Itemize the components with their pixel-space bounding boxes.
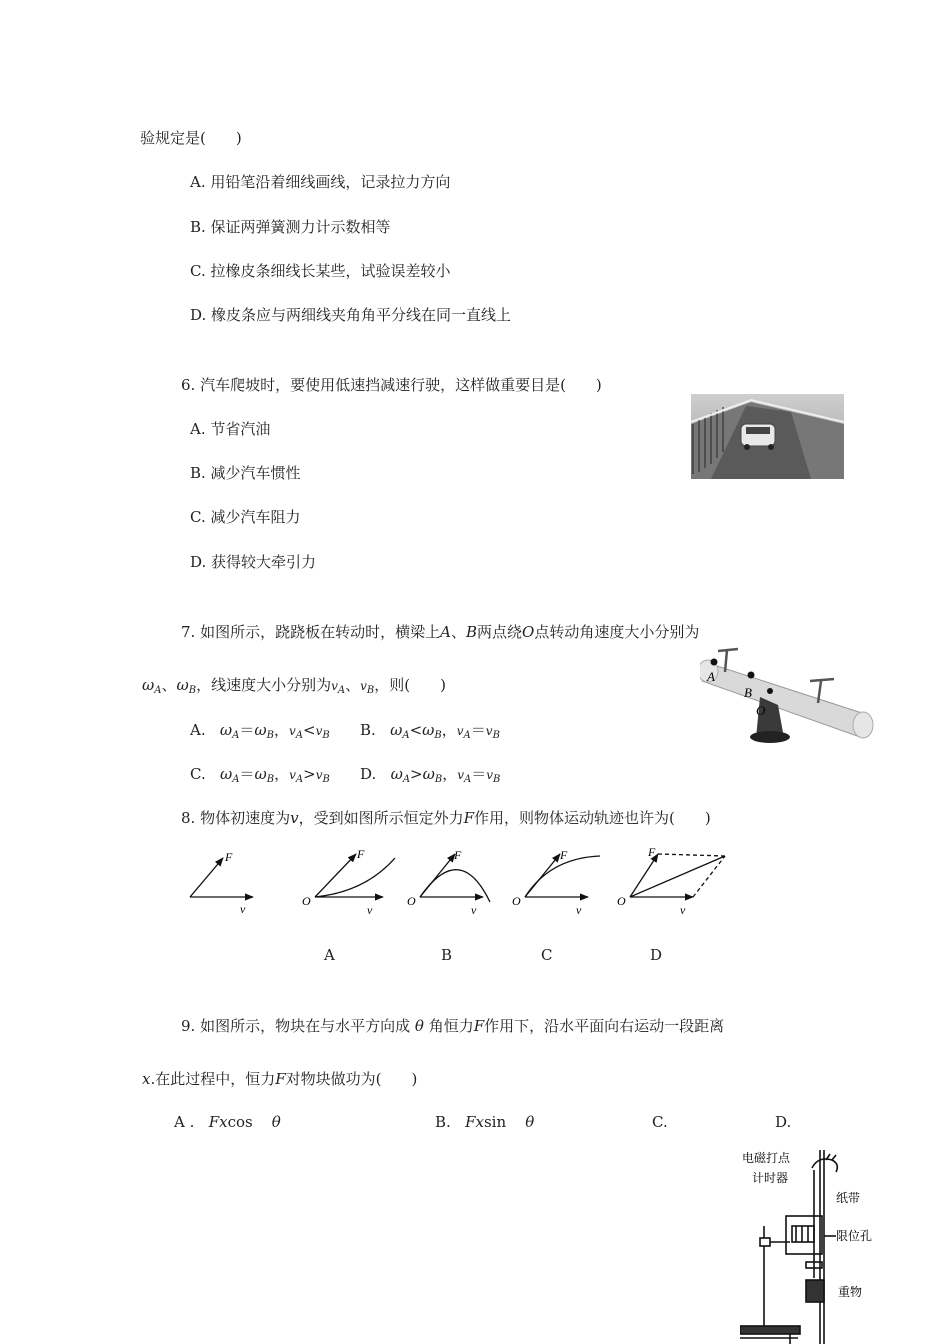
label-o: O (756, 703, 766, 718)
q6-option-c[interactable]: C. 减少汽车阻力 (190, 508, 301, 526)
q8-choice-b[interactable]: B (441, 946, 453, 964)
q7-stem-line2: $\omega_A$、$\omega_B$，线速度大小分别为$v_A$、$v_B$，则( ) (142, 676, 446, 696)
label-a: A (707, 669, 715, 684)
timer-label-line2: 计时器 (752, 1171, 789, 1185)
q8-stem: 8. 物体初速度为v，受到如图所示恒定外力F作用，则物体运动轨迹也许为( ) (181, 809, 711, 827)
q5-option-a[interactable]: A. 用铅笔沿着细线画线，记录拉力方向 (190, 173, 451, 191)
q9-option-b[interactable]: B. Fxsin θ (435, 1113, 535, 1131)
q5-option-c[interactable]: C. 拉橡皮条细线长某些，试验误差较小 (190, 262, 451, 280)
point-o-mark (767, 688, 773, 694)
seesaw-figure (700, 645, 875, 743)
q6-option-d[interactable]: D. 获得较大牵引力 (190, 553, 317, 571)
weight-label: 重物 (838, 1285, 863, 1299)
q9-option-c[interactable]: C. (652, 1113, 668, 1131)
q9-option-d[interactable]: D. (775, 1113, 792, 1131)
q8-ref-f-label: F (225, 850, 233, 864)
svg-text:F: F (454, 848, 462, 862)
q9-stem-line2: x.在此过程中，恒力F对物块做功为( ) (142, 1070, 418, 1088)
svg-text:F: F (560, 848, 568, 862)
car-icon (741, 424, 775, 450)
svg-text:O: O (302, 894, 311, 908)
q9-option-a[interactable]: A . Fxcos θ (174, 1113, 281, 1131)
q6-stem: 6. 汽车爬坡时，要使用低速挡减速行驶，这样做重要目是( ) (181, 376, 602, 394)
q7-option-d[interactable]: D. $\omega_A>\omega_B$，$v_A=v_B$ (360, 765, 501, 785)
q8-figure-d (630, 854, 725, 897)
q7-option-b[interactable]: B. $\omega_A<\omega_B$，$v_A=v_B$ (360, 721, 500, 741)
svg-text:O: O (512, 894, 521, 908)
svg-text:F: F (357, 847, 365, 861)
q8-choice-a[interactable]: A (324, 946, 335, 964)
q5-stem-tail: 验规定是( ) (140, 129, 242, 147)
svg-text:v: v (680, 903, 686, 917)
ticker-timer-apparatus (740, 1150, 890, 1344)
q8-reference-vectors (190, 858, 253, 897)
q6-option-a[interactable]: A. 节省汽油 (190, 420, 271, 438)
svg-text:O: O (617, 894, 626, 908)
svg-text:v: v (367, 903, 373, 917)
q9-stem-line1: 9. 如图所示，物块在与水平方向成 θ 角恒力F作用下，沿水平面向右运动一段距离 (181, 1017, 725, 1035)
tape-label: 纸带 (836, 1191, 861, 1205)
svg-text:v: v (576, 903, 582, 917)
q8-ref-v-label: v (240, 902, 246, 916)
q8-figure-a (315, 854, 395, 897)
point-a-mark (711, 659, 718, 666)
point-b-mark (748, 672, 755, 679)
q8-trajectory-figures (180, 840, 740, 925)
svg-text:v: v (471, 903, 477, 917)
svg-text:F: F (648, 845, 656, 859)
timer-label-line1: 电磁打点 (742, 1151, 791, 1165)
q7-stem-line1: 7. 如图所示，跷跷板在转动时，横梁上A、B两点绕O点转动角速度大小分别为 (181, 623, 700, 641)
q8-choice-c[interactable]: C (541, 946, 553, 964)
q8-choice-d[interactable]: D (650, 946, 663, 964)
limit-hole-label: 限位孔 (836, 1229, 873, 1243)
q7-option-a[interactable]: A. $\omega_A=\omega_B$，$v_A<v_B$ (190, 721, 330, 741)
svg-text:O: O (407, 894, 416, 908)
q5-option-b[interactable]: B. 保证两弹簧测力计示数相等 (190, 218, 391, 236)
q6-option-b[interactable]: B. 减少汽车惯性 (190, 464, 301, 482)
label-b: B (744, 685, 752, 700)
q5-option-d[interactable]: D. 橡皮条应与两细线夹角角平分线在同一直线上 (190, 306, 512, 324)
car-slope-photo (691, 394, 844, 479)
q7-option-c[interactable]: C. $\omega_A=\omega_B$，$v_A>v_B$ (190, 765, 330, 785)
